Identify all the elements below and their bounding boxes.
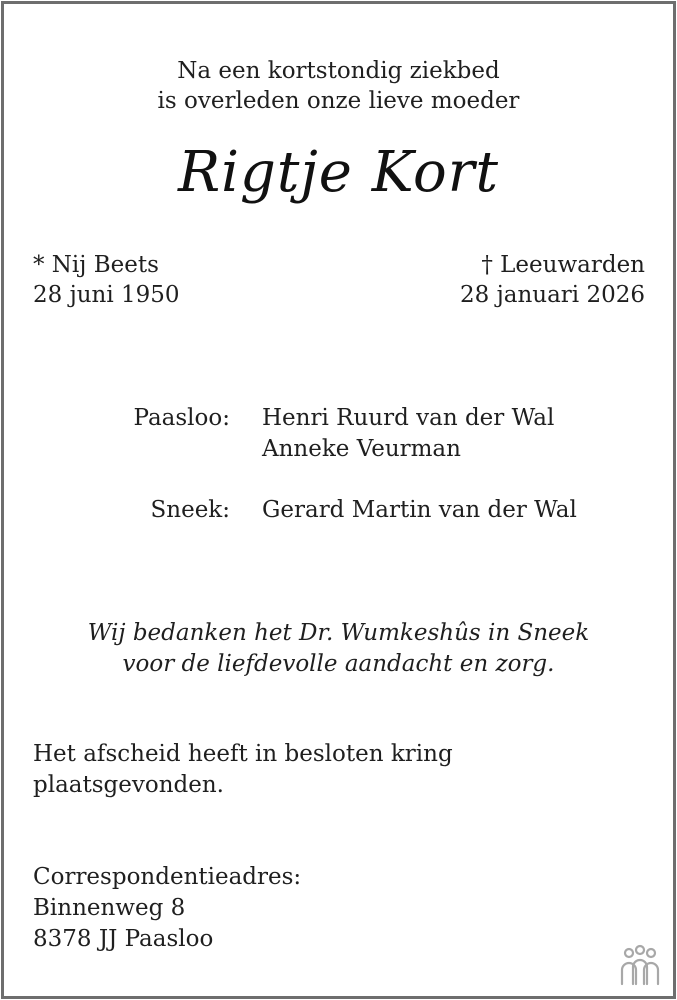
family-name-henri: Henri Ruurd van der Wal xyxy=(262,405,555,431)
deceased-name: Rigtje Kort xyxy=(177,140,500,205)
birth-date: 28 juni 1950 xyxy=(33,282,180,308)
family-place-sneek: Sneek: xyxy=(150,497,230,523)
people-group-icon xyxy=(616,944,664,988)
thanks-line-1: Wij bedanken het Dr. Wumkeshûs in Sneek xyxy=(87,620,590,646)
correspondence-postal-city: 8378 JJ Paasloo xyxy=(33,926,214,952)
thanks-line-2: voor de liefdevolle aandacht en zorg. xyxy=(122,651,555,677)
family-place-paasloo: Paasloo: xyxy=(133,405,230,431)
family-name-gerard: Gerard Martin van der Wal xyxy=(262,497,577,523)
correspondence-label: Correspondentieadres: xyxy=(33,864,302,890)
death-place: † Leeuwarden xyxy=(481,252,645,278)
farewell-line-2: plaatsgevonden. xyxy=(33,772,224,798)
birth-place: * Nij Beets xyxy=(33,252,159,278)
death-date: 28 januari 2026 xyxy=(460,282,645,308)
intro-line-1: Na een kortstondig ziekbed xyxy=(177,58,500,84)
correspondence-street: Binnenweg 8 xyxy=(33,895,186,921)
intro-line-2: is overleden onze lieve moeder xyxy=(157,88,520,114)
family-name-anneke: Anneke Veurman xyxy=(262,436,461,462)
farewell-line-1: Het afscheid heeft in besloten kring xyxy=(33,741,453,767)
